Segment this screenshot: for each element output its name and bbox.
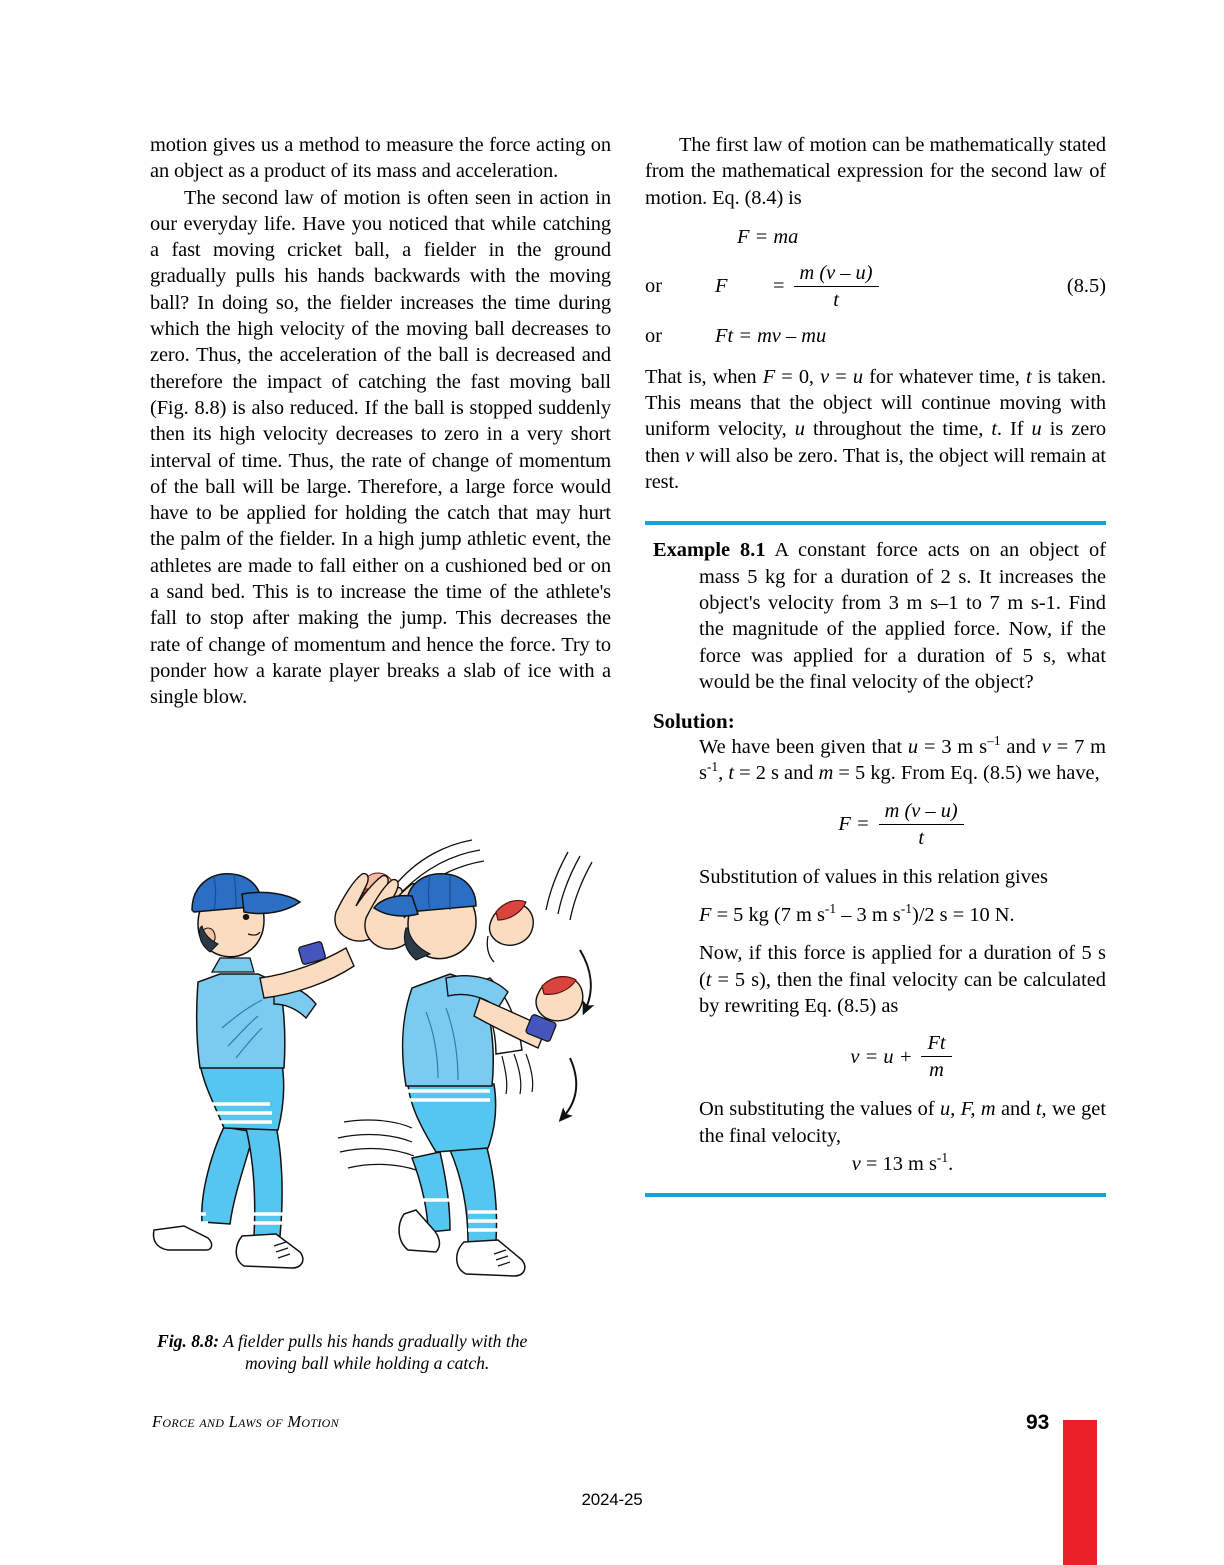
- solution-force-result: [699, 902, 1106, 928]
- txt-g: for whatever time,: [862, 365, 1026, 388]
- fraction-numerator: m (v – u): [794, 261, 879, 287]
- now-var-t: t: [705, 968, 712, 991]
- final-b: and: [995, 1098, 1036, 1121]
- var-v2: v: [685, 444, 695, 467]
- equation-ft-equals-mv-minus-mu: [645, 324, 1106, 348]
- final-var-t: t,: [1035, 1098, 1047, 1121]
- result-exp-2: -1: [900, 901, 912, 917]
- example-top-rule: [645, 521, 1106, 525]
- equation-f-equals-ma: [645, 225, 1106, 249]
- result-d: )/2 s = 10 N.: [911, 904, 1015, 927]
- fraction-denominator: t: [833, 288, 839, 311]
- top-right-speed-arcs: [546, 852, 592, 920]
- final-v-exponent: -1: [936, 1150, 949, 1166]
- hand-position-lower: [536, 977, 583, 1021]
- velocity-eq-lhs: v = u +: [850, 1045, 913, 1068]
- result-exp-1: -1: [824, 901, 837, 917]
- fraction-m-v-minus-u-over-t: [794, 261, 879, 312]
- solution-substitution-intro: Substitution of values in this relation gives: [699, 865, 1048, 888]
- velocity-fraction-numerator: Ft: [921, 1031, 951, 1057]
- paragraph-that-is-when-f-zero: [645, 364, 1106, 495]
- final-v-b: = 13 m s: [860, 1152, 937, 1175]
- paragraph-motion-measure: motion gives us a method to measure the force acting on an object as a product of its mass and acceleration.: [150, 134, 611, 183]
- var-t: t: [1025, 365, 1032, 388]
- result-c: – 3 m s: [836, 904, 901, 927]
- given-e: ,: [718, 762, 729, 785]
- txt-i: is taken. This means that the object will continue moving with uniform velocity,: [645, 365, 1106, 441]
- var-u3: u: [1031, 418, 1042, 441]
- given-u-exponent: –1: [987, 733, 1001, 749]
- final-var-v: v: [851, 1152, 861, 1175]
- solution-label: Solution:: [653, 709, 735, 734]
- left-column: [150, 132, 611, 711]
- given-b: = 3 m s: [918, 736, 988, 759]
- or-label-2: or: [645, 324, 662, 347]
- or-label-1: or: [645, 275, 662, 298]
- given-a: We have been given that: [699, 736, 908, 759]
- example-statement-text: A constant force acts on an object of mass 5 kg for a duration of 2 s. It increases the object's velocity from 3 m s–1 to 7 m s-1. Find the magnitude of the applied force. Now, if the force was applied for a duration of 5 s, what would be the final velocity of the object?: [699, 539, 1106, 693]
- equation-number-8-5: (8.5): [1066, 275, 1106, 298]
- final-c: we get the final velocity,: [699, 1098, 1107, 1147]
- solution-fraction-numerator: m (v – u): [879, 799, 964, 825]
- solution-equation-force: [699, 799, 1106, 850]
- given-f: = 2 s and: [734, 762, 819, 785]
- equals-sign-1: =: [773, 275, 785, 298]
- var-t2: t: [991, 418, 997, 441]
- txt-m: . If: [996, 418, 1032, 441]
- given-c: and: [1000, 736, 1042, 759]
- hand-position-upper: [487, 900, 533, 962]
- figure-number: Fig. 8.8:: [157, 1331, 220, 1351]
- solution-given-paragraph: [699, 734, 1106, 787]
- given-var-u: u: [907, 736, 919, 759]
- given-var-t: t: [728, 762, 735, 785]
- solution-final-velocity: [699, 1151, 1106, 1177]
- given-d: = 7 m s: [699, 736, 1107, 785]
- running-head: Force and Laws of Motion: [152, 1412, 339, 1431]
- example-statement: [645, 537, 1106, 695]
- result-b: = 5 kg (7 m s: [711, 904, 825, 927]
- fielders-catching-ball-svg: [150, 832, 611, 1322]
- solution-fraction: [879, 799, 964, 850]
- var-u: u: [852, 365, 863, 388]
- given-g: = 5 kg. From Eq. (8.5) we have,: [833, 762, 1100, 785]
- now-b: = 5 s), then the final velocity can be calculated by rewriting Eq. (8.5) as: [699, 968, 1106, 1017]
- txt-e: =: [829, 365, 853, 388]
- var-u2: u: [794, 418, 805, 441]
- hand-motion-lines: [502, 1054, 533, 1094]
- solution-now-paragraph: [699, 940, 1106, 1019]
- paragraph-second-law-everyday: The second law of motion is often seen in action in our everyday life. Have you noticed that while catching a fast moving cricket ball, a fielder in the ground gradually pulls his hands backwards with the moving ball? In doing so, the fielder increases the time during which the high velocity of the moving ball decreases to zero. Thus, the acceleration of the ball is decreased and therefore the impact of catching the fast moving ball (Fig. 8.8) is also reduced. If the ball is stopped suddenly then its high velocity decreases to zero in a very short interval of time. Thus, the rate of change of momentum of the ball will be large. Therefore, a large force would have to be applied for holding the catch that may hurt the palm of the fielder. In a high jump athletic event, the athletes are made to fall either on a cushioned bed or on a sand bed. This is to increase the time of the athlete's fall to stop after making the jump. This decreases the rate of change of momentum and hence the force. Try to ponder how a karate player breaks a slab of ice with a single blow.: [150, 186, 611, 709]
- var-f: F: [762, 365, 776, 388]
- edition-year: 2024-25: [581, 1490, 643, 1509]
- figure-caption-line-2: moving ball while holding a catch.: [245, 1353, 490, 1373]
- example-bottom-rule: [645, 1193, 1106, 1197]
- equation-f-equals-fraction: [645, 261, 1106, 312]
- equation-f-ma-text: F = ma: [737, 225, 799, 248]
- body-motion-lines: [338, 1120, 416, 1170]
- now-a: Now, if this force is applied for a duration of 5 s (: [699, 942, 1106, 991]
- velocity-fraction-denominator: m: [929, 1059, 944, 1082]
- page-number: 93: [1026, 1411, 1050, 1434]
- given-var-v: v: [1041, 736, 1051, 759]
- example-box: [645, 521, 1106, 1197]
- final-v-c: .: [948, 1152, 954, 1175]
- equation-group-8-5: [645, 225, 1106, 348]
- given-v-exponent: -1: [706, 759, 719, 775]
- final-a: On substituting the values of: [699, 1098, 940, 1121]
- given-var-m: m: [818, 762, 834, 785]
- solution-body: [699, 734, 1106, 1177]
- result-var-f: F: [699, 904, 712, 927]
- txt-c: = 0,: [775, 365, 821, 388]
- fielder-left: [158, 874, 432, 1236]
- solution-eq-lhs: F =: [838, 813, 870, 836]
- txt-o: is zero then: [645, 418, 1106, 467]
- downward-motion-arrows: [564, 950, 591, 1116]
- figure-caption: [157, 1330, 617, 1374]
- velocity-fraction: [921, 1031, 951, 1082]
- equation-ft-text: Ft = mv – mu: [715, 324, 827, 347]
- solution-final-paragraph: [699, 1096, 1106, 1149]
- final-vars: u, F, m: [939, 1098, 996, 1121]
- example-label: Example 8.1: [653, 539, 766, 562]
- solution-equation-velocity: [699, 1031, 1106, 1082]
- equation-lhs-f: F: [715, 275, 728, 298]
- txt-q: will also be zero. That is, the object will remain at rest.: [645, 444, 1106, 494]
- right-column: [645, 132, 1106, 1197]
- txt-a: That is, when: [645, 365, 763, 388]
- figure-caption-line-1: A fielder pulls his hands gradually with the: [223, 1331, 528, 1351]
- paragraph-first-law-derivation: The first law of motion can be mathematically stated from the mathematical expression for the second law of motion. Eq. (8.4) is: [645, 134, 1106, 209]
- figure-8-8-illustration: [150, 832, 611, 1322]
- txt-k: throughout the time,: [804, 418, 992, 441]
- var-v: v: [820, 365, 830, 388]
- solution-fraction-denominator: t: [918, 826, 924, 849]
